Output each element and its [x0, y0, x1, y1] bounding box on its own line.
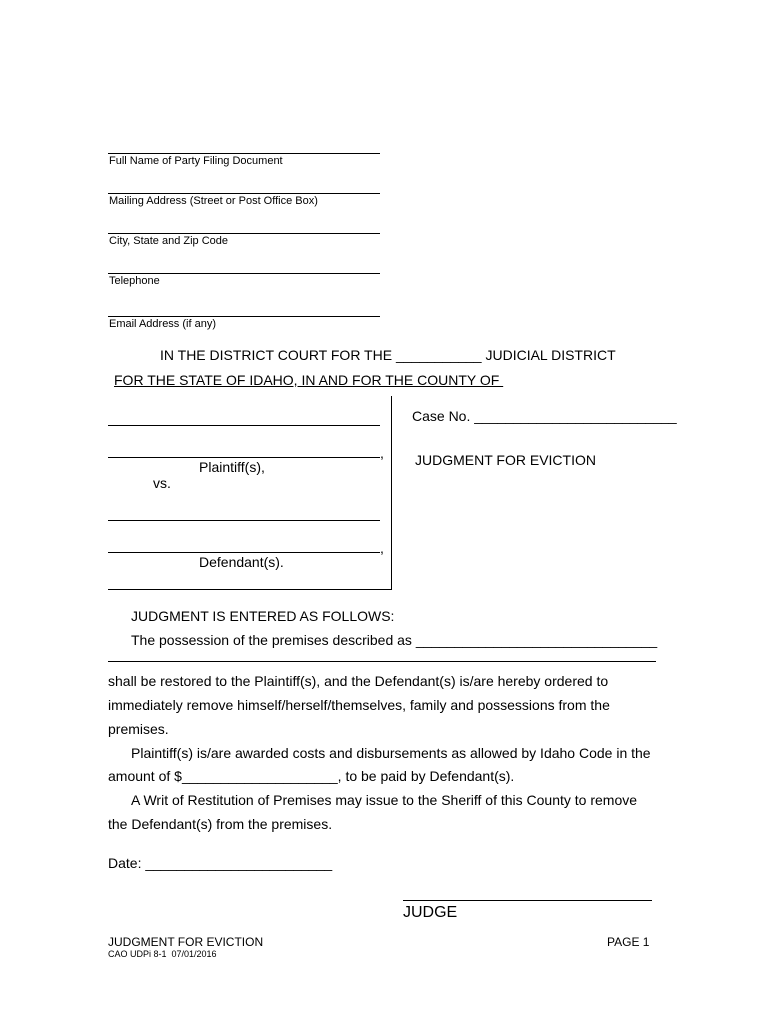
telephone-label: Telephone [109, 275, 160, 287]
defendant-name-line-2[interactable] [108, 552, 380, 553]
possession-line1: The possession of the premises described as _______________________________ [131, 632, 658, 648]
judge-label: JUDGE [403, 904, 458, 921]
footer-form-code: CAO UDPi 8-1 07/01/2016 [108, 949, 217, 959]
footer-title: JUDGMENT FOR EVICTION [108, 935, 264, 949]
versus-label: vs. [153, 475, 171, 491]
email-label: Email Address (if any) [109, 318, 216, 330]
caption-bottom-rule [108, 589, 391, 590]
city-state-zip-line[interactable] [108, 233, 380, 234]
judgment-heading: JUDGMENT IS ENTERED AS FOLLOWS: [131, 608, 395, 624]
email-line[interactable] [108, 316, 380, 317]
premises-description-line[interactable] [108, 661, 656, 662]
writ-line1: A Writ of Restitution of Premises may issue to the Sheriff of this County to remove [131, 792, 638, 808]
costs-line1: Plaintiff(s) is/are awarded costs and disbursements as allowed by Idaho Code in the [131, 745, 651, 761]
document-title: JUDGMENT FOR EVICTION [415, 452, 596, 468]
telephone-line[interactable] [108, 273, 380, 274]
mailing-address-label: Mailing Address (Street or Post Office Box) [109, 195, 318, 207]
judge-signature-line[interactable] [403, 900, 652, 901]
case-number-field[interactable]: Case No. __________________________ [412, 408, 677, 424]
plaintiff-label: Plaintiff(s), [199, 459, 265, 475]
mailing-address-line[interactable] [108, 193, 380, 194]
plaintiff-comma: , [380, 445, 384, 461]
footer-page: PAGE 1 [607, 935, 650, 949]
date-field[interactable]: Date: ________________________ [108, 855, 333, 871]
full-name-line[interactable] [108, 153, 380, 154]
plaintiff-name-line-1[interactable] [108, 425, 380, 426]
court-heading-line1: IN THE DISTRICT COURT FOR THE ___________ JUDICIAL DISTRICT [160, 347, 616, 363]
writ-line2: the Defendant(s) from the premises. [108, 816, 333, 832]
defendant-name-line-1[interactable] [108, 520, 380, 521]
possession-line3: immediately remove himself/herself/themselves, family and possessions from the [108, 697, 610, 713]
defendant-label: Defendant(s). [199, 554, 284, 570]
full-name-label: Full Name of Party Filing Document [109, 155, 283, 167]
defendant-comma: , [380, 540, 384, 556]
caption-divider [391, 396, 392, 590]
court-heading-line2: FOR THE STATE OF IDAHO, IN AND FOR THE COUNTY OF [114, 372, 504, 388]
plaintiff-name-line-2[interactable] [108, 457, 380, 458]
city-state-zip-label: City, State and Zip Code [109, 235, 229, 247]
possession-line2: shall be restored to the Plaintiff(s), and the Defendant(s) is/are hereby ordered to [108, 673, 609, 689]
costs-line2: amount of $____________________, to be paid by Defendant(s). [108, 768, 515, 784]
possession-line4: premises. [108, 721, 169, 737]
